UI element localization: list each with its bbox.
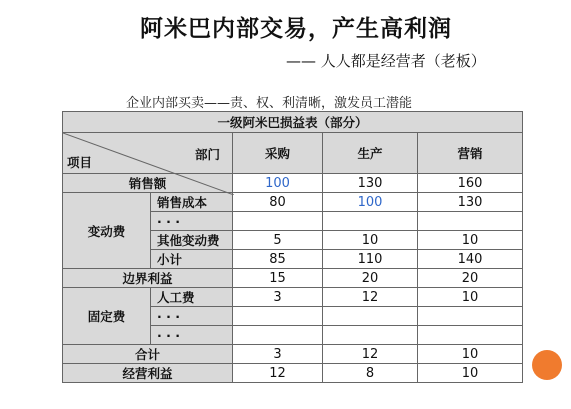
cell-operating-marketing: 10 — [418, 364, 523, 383]
cell-empty — [233, 326, 323, 345]
row-label-labor: 人工费 — [151, 288, 233, 307]
cell-labor-procurement: 3 — [233, 288, 323, 307]
cell-total-procurement: 3 — [233, 345, 323, 364]
cell-empty — [323, 212, 418, 231]
row-label-fixed-blank-2: · · · — [151, 326, 233, 345]
cell-total-marketing: 10 — [418, 345, 523, 364]
cell-operating-production: 8 — [323, 364, 418, 383]
profit-loss-table — [62, 111, 523, 383]
column-header-marketing: 营销 — [418, 133, 523, 174]
table-row-cost-of-sales — [63, 193, 523, 212]
cell-subtotal-marketing: 140 — [418, 250, 523, 269]
cell-labor-marketing: 10 — [418, 288, 523, 307]
group-label-variable: 变动费 — [63, 193, 151, 269]
table-intro-text: 企业内部买卖——责、权、利清晰，激发员工潜能 — [126, 96, 413, 111]
orange-circle-decoration — [532, 350, 562, 380]
cell-empty — [323, 326, 418, 345]
cell-operating-procurement: 12 — [233, 364, 323, 383]
cell-other-production: 10 — [323, 231, 418, 250]
cell-other-procurement: 5 — [233, 231, 323, 250]
corner-dept-label: 部门 — [194, 147, 220, 162]
cell-empty — [418, 307, 523, 326]
row-label-operating-profit: 经营利益 — [63, 364, 233, 383]
row-label-fixed-blank-1: · · · — [151, 307, 233, 326]
cell-marginal-marketing: 20 — [418, 269, 523, 288]
cell-sales-marketing: 160 — [418, 174, 523, 193]
cell-subtotal-production: 110 — [323, 250, 418, 269]
column-header-procurement: 采购 — [233, 133, 323, 174]
table-caption: 一级阿米巴损益表（部分） — [63, 112, 523, 133]
table-row-total — [63, 345, 523, 364]
corner-header-cell — [63, 133, 233, 174]
cell-cost-production: 100 — [323, 193, 418, 212]
cell-other-marketing: 10 — [418, 231, 523, 250]
row-label-total: 合计 — [63, 345, 233, 364]
column-header-production: 生产 — [323, 133, 418, 174]
profit-loss-table-container — [62, 111, 522, 383]
cell-cost-marketing: 130 — [418, 193, 523, 212]
cell-empty — [418, 212, 523, 231]
row-label-other-variable: 其他变动费 — [151, 231, 233, 250]
page-subtitle: —— 人人都是经营者（老板） — [286, 52, 486, 70]
row-label-variable-blank: · · · — [151, 212, 233, 231]
row-label-marginal-profit: 边界利益 — [63, 269, 233, 288]
cell-total-production: 12 — [323, 345, 418, 364]
cell-empty — [418, 326, 523, 345]
row-label-cost-of-sales: 销售成本 — [151, 193, 233, 212]
cell-sales-production: 130 — [323, 174, 418, 193]
cell-cost-procurement: 80 — [233, 193, 323, 212]
group-label-fixed: 固定费 — [63, 288, 151, 345]
cell-marginal-production: 20 — [323, 269, 418, 288]
cell-empty — [323, 307, 418, 326]
cell-subtotal-procurement: 85 — [233, 250, 323, 269]
page-title: 阿米巴内部交易，产生高利润 — [140, 16, 452, 42]
corner-item-label: 项目 — [67, 155, 93, 170]
table-row-marginal-profit — [63, 269, 523, 288]
cell-empty — [233, 307, 323, 326]
cell-labor-production: 12 — [323, 288, 418, 307]
row-label-subtotal: 小计 — [151, 250, 233, 269]
cell-marginal-procurement: 15 — [233, 269, 323, 288]
table-row-labor — [63, 288, 523, 307]
table-row-operating-profit — [63, 364, 523, 383]
cell-empty — [233, 212, 323, 231]
cell-sales-procurement: 100 — [233, 174, 323, 193]
row-label-sales: 销售额 — [63, 174, 233, 193]
